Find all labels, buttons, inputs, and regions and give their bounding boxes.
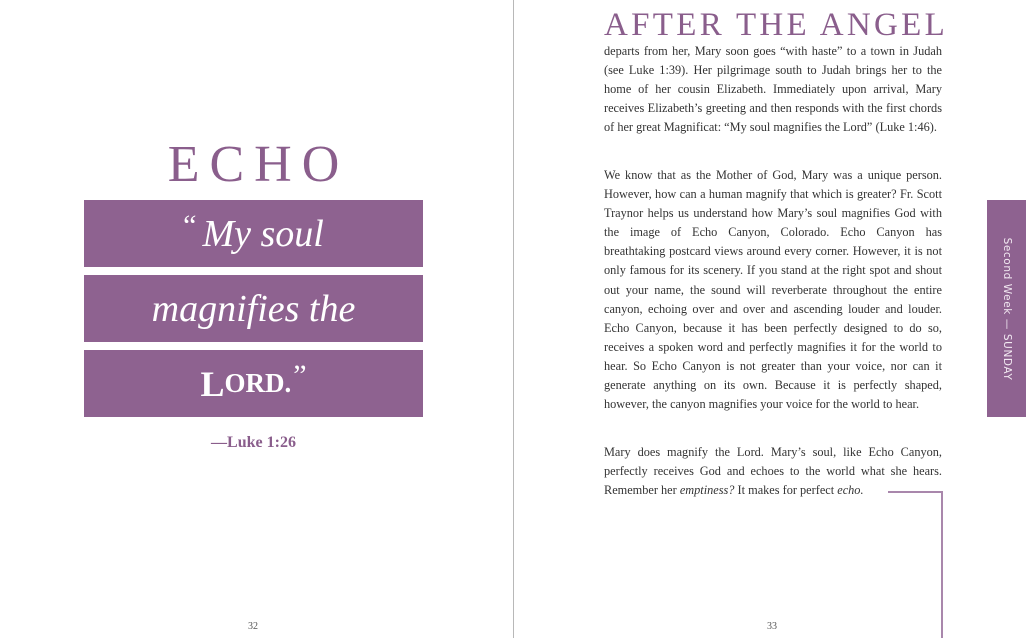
section-heading: AFTER THE ANGEL [604,7,949,43]
open-quote: “ [183,208,197,242]
body-paragraph-1: departs from her, Mary soon goes “with haste” to a town in Judah (see Luke 1:39). Her pilgrimage south to Judah brings her to the home of her cousin Elizabeth. Immediately upon arrival, Mary receives Elizabeth’s greeting and then responds with the first chords of her great Magnificat: “My soul magnifies the Lord” (Luke 1:46). [604,44,942,135]
decorative-rule-horizontal [888,491,943,493]
chapter-side-tab [987,200,1026,417]
quote-line-3-initial: L [200,363,225,404]
close-quote: ” [293,358,307,392]
para3-text-2: It makes for perfect [734,483,838,498]
body-paragraph-2: We know that as the Mother of God, Mary was a unique person. However, how can a human magnify that which is greater? Fr. Scott Traynor helps us understand how Mary’s soul magnifies God with the image of Echo Canyon, Colorado. Echo Canyon has breathtaking postcard views around every corner. However, it is not only famous for its scenery. If you stand at the right spot and shout out your name, the sound will reverberate throughout the entire canyon, echoing over and over and ascending louder and louder. Echo Canyon, because it has been perfectly designed to do so, receives a spoken word and perfectly magnifies it for the world to hear. So Echo Canyon is not greater than your voice, nor can it generate anything on its own. Because it is perfectly shaped, however, the canyon magnifies your voice for the world to hear. [604,168,942,412]
echo-title: ECHO [167,136,350,193]
quote-band-2 [84,275,423,342]
para3-text-1: Mary does magnify the Lord. Mary’s soul, like Echo Canyon, perfectly receives God and echoes to the world what she hears. Remember her [604,445,942,498]
page-number-right: 33 [767,621,777,632]
decorative-rule-vertical [941,491,943,638]
quote-line-3-rest: ORD. [224,368,292,398]
quote-band-1 [84,200,423,267]
scripture-citation: —Luke 1:26 [211,434,296,451]
quote-line-1: My soul [202,212,324,255]
page-number-left: 32 [248,621,258,632]
para3-italic-echo: echo. [837,483,864,498]
para3-italic-emptiness: emptiness? [679,483,735,498]
quote-line-2: magnifies the [151,287,356,330]
side-tab-label: Second Week — SUNDAY [1000,237,1013,380]
quote-band-3 [84,350,423,417]
